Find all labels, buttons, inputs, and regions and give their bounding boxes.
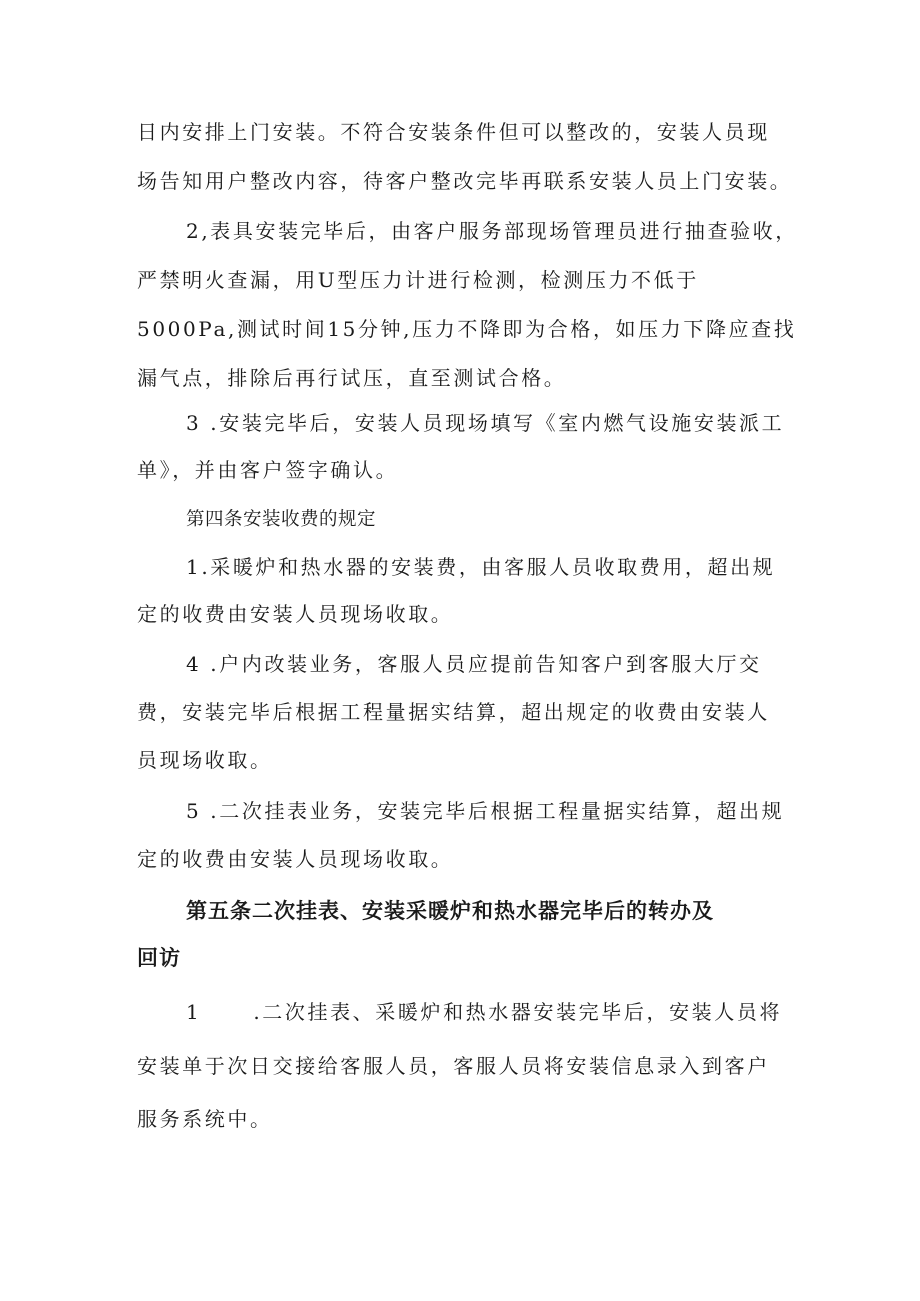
paragraph-line: 单》，并由客户签字确认。 <box>137 458 399 482</box>
list-number: 1 <box>186 1000 202 1024</box>
paragraph-line: 员现场收取。 <box>137 748 273 772</box>
paragraph-line: 定的收费由安装人员现场收取。 <box>137 602 454 626</box>
paragraph-line: 费，安装完毕后根据工程量据实结算，超出规定的收费由安装人 <box>137 700 770 724</box>
paragraph-line: 日内安排上门安装。不符合安装条件但可以整改的，安装人员现 <box>137 120 770 144</box>
list-item-text: .二次挂表、采暖炉和热水器安装完毕后，安装人员将 <box>253 1000 783 1024</box>
paragraph-line: 5 .二次挂表业务，安装完毕后根据工程量据实结算，超出规 <box>186 799 785 823</box>
paragraph-line: 严禁明火查漏，用U型压力计进行检测，检测压力不低于 <box>137 268 699 292</box>
paragraph-line: 安装单于次日交接给客服人员，客服人员将安装信息录入到客户 <box>137 1054 770 1078</box>
section-heading: 回访 <box>137 946 181 970</box>
section-heading: 第四条安装收费的规定 <box>186 509 377 530</box>
paragraph-line: 服务系统中。 <box>137 1107 273 1131</box>
paragraph-line: 2,表具安装完毕后，由客户服务部现场管理员进行抽查验收， <box>186 219 798 243</box>
paragraph-line: 场告知用户整改内容，待客户整改完毕再联系安装人员上门安装。 <box>137 169 793 193</box>
paragraph-line: 定的收费由安装人员现场收取。 <box>137 847 454 871</box>
paragraph-line: 5000Pa,测试时间15分钟,压力不降即为合格，如压力下降应查找 <box>137 317 797 341</box>
section-heading: 第五条二次挂表、安装采暖炉和热水器完毕后的转办及 <box>186 899 714 923</box>
paragraph-line: 1.采暖炉和热水器的安装费，由客服人员收取费用，超出规 <box>186 555 776 579</box>
paragraph-line <box>186 998 782 1026</box>
paragraph-line: 漏气点，排除后再行试压，直至测试合格。 <box>137 366 567 390</box>
paragraph-line: 3 .安装完毕后，安装人员现场填写《室内燃气设施安装派工 <box>186 411 785 435</box>
paragraph-line: 4 .户内改装业务，客服人员应提前告知客户到客服大厅交 <box>186 652 762 676</box>
